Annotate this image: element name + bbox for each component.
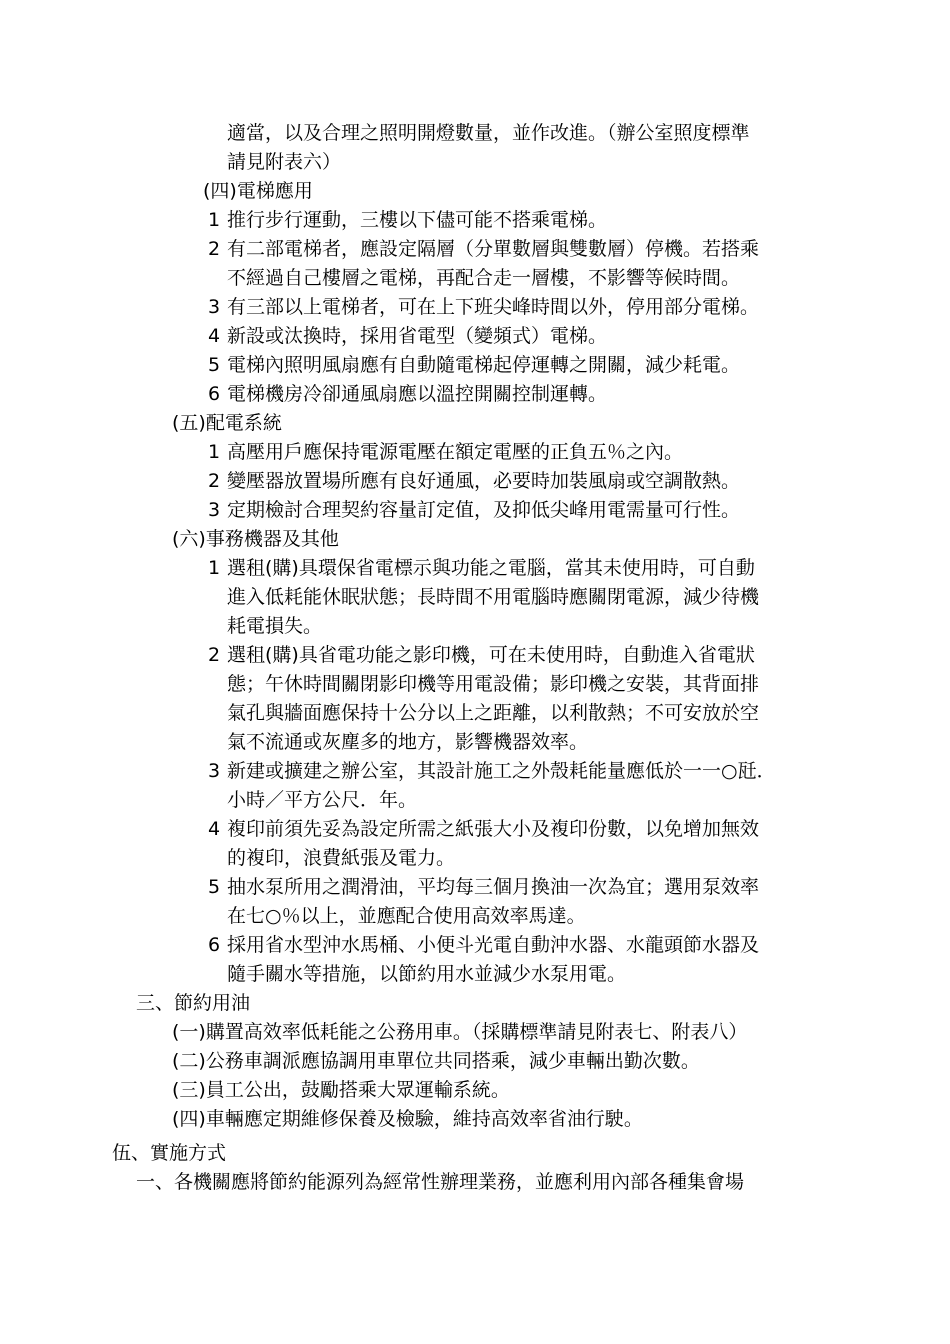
item-text: 抽水泵所用之潤滑油，平均每三個月換油一次為宜；選用泵效率 — [227, 876, 760, 898]
list-item — [208, 351, 740, 379]
item-number: 1 — [208, 557, 221, 579]
section-heading: (五)配電系統 — [172, 412, 282, 434]
list-item: (二)公務車調派應協調用車單位共同搭乘，減少車輛出勤次數。 — [172, 1050, 700, 1072]
item-text: 電梯機房冷卻通風扇應以溫控開關控制運轉。 — [227, 383, 608, 405]
item-text: 有二部電梯者，應設定隔層（分單數層與雙數層）停機。若搭乘 — [227, 238, 760, 260]
item-text: 推行步行運動，三樓以下儘可能不搭乘電梯。 — [227, 209, 608, 231]
list-item — [208, 322, 607, 350]
text-line: 一、各機關應將節約能源列為經常性辦理業務，並應利用內部各種集會場 — [136, 1171, 745, 1193]
list-item — [208, 641, 755, 669]
item-number: 1 — [208, 441, 221, 463]
item-number: 3 — [208, 499, 221, 521]
item-number: 3 — [208, 296, 221, 318]
item-text: 選租(購)具環保省電標示與功能之電腦，當其未使用時，可自動 — [227, 557, 755, 579]
text-line: 耗電損失。 — [227, 615, 323, 637]
text-line: 請見附表六） — [227, 151, 342, 173]
text-line: 的複印，浪費紙張及電力。 — [227, 847, 456, 869]
list-item — [208, 380, 607, 408]
item-text: 新設或汰換時，採用省電型（變頻式）電梯。 — [227, 325, 608, 347]
list-item: (四)車輛應定期維修保養及檢驗，維持高效率省油行駛。 — [172, 1108, 643, 1130]
text-line: 不經過自己樓層之電梯，再配合走一層樓，不影響等候時間。 — [227, 267, 741, 289]
item-text: 有三部以上電梯者，可在上下班尖峰時間以外，停用部分電梯。 — [227, 296, 760, 318]
text-line: 小時／平方公尺．年。 — [227, 789, 418, 811]
item-number: 6 — [208, 934, 221, 956]
item-number: 4 — [208, 818, 221, 840]
text-line: 隨手關水等措施，以節約用水並減少水泵用電。 — [227, 963, 627, 985]
list-item — [208, 931, 759, 959]
chapter-heading: 伍、實施方式 — [112, 1142, 227, 1164]
list-item — [208, 235, 759, 263]
item-text: 電梯內照明風扇應有自動隨電梯起停運轉之開關，減少耗電。 — [227, 354, 741, 376]
item-number: 2 — [208, 644, 221, 666]
item-text: 複印前須先妥為設定所需之紙張大小及複印份數，以免增加無效 — [227, 818, 760, 840]
text-line: 在七○％以上，並應配合使用高效率馬達。 — [227, 905, 586, 927]
item-text: 選租(購)具省電功能之影印機，可在未使用時，自動進入省電狀 — [227, 644, 755, 666]
list-item — [208, 467, 740, 495]
list-item — [208, 757, 776, 785]
text-line: 氣孔與牆面應保持十公分以上之距離，以利散熱；不可安放於空 — [227, 702, 760, 724]
item-number: 1 — [208, 209, 221, 231]
list-item — [208, 438, 683, 466]
item-number: 3 — [208, 760, 221, 782]
list-item — [208, 206, 607, 234]
item-text: 定期檢討合理契約容量訂定值，及抑低尖峰用電需量可行性。 — [227, 499, 741, 521]
item-number: 2 — [208, 238, 221, 260]
list-item — [208, 815, 759, 843]
text-line: 態；午休時間關閉影印機等用電設備；影印機之安裝，其背面排 — [227, 673, 760, 695]
item-number: 5 — [208, 354, 221, 376]
item-number: 5 — [208, 876, 221, 898]
text-line: 進入低耗能休眠狀態；長時間不用電腦時應關閉電源，減少待機 — [227, 586, 760, 608]
section-heading: 三、節約用油 — [136, 992, 251, 1014]
text-line: 氣不流通或灰塵多的地方，影響機器效率。 — [227, 731, 589, 753]
list-item — [208, 496, 740, 524]
text-line: 適當，以及合理之照明開燈數量，並作改進。（辦公室照度標準 — [227, 122, 750, 144]
list-item: (一)購置高效率低耗能之公務用車。（採購標準請見附表七、附表八） — [172, 1021, 748, 1043]
item-number: 6 — [208, 383, 221, 405]
item-number: 2 — [208, 470, 221, 492]
item-text: 高壓用戶應保持電源電壓在額定電壓的正負五％之內。 — [227, 441, 684, 463]
item-text: 變壓器放置場所應有良好通風，必要時加裝風扇或空調散熱。 — [227, 470, 741, 492]
list-item — [208, 554, 755, 582]
section-heading: (六)事務機器及其他 — [172, 528, 339, 550]
item-text: 採用省水型沖水馬桶、小便斗光電自動沖水器、水龍頭節水器及 — [227, 934, 760, 956]
item-text: 新建或擴建之辦公室，其設計施工之外殼耗能量應低於一一○瓩． — [227, 760, 776, 782]
list-item — [208, 293, 759, 321]
list-item: (三)員工公出，鼓勵搭乘大眾運輸系統。 — [172, 1079, 510, 1101]
item-number: 4 — [208, 325, 221, 347]
list-item — [208, 873, 759, 901]
section-heading: (四)電梯應用 — [203, 180, 313, 202]
